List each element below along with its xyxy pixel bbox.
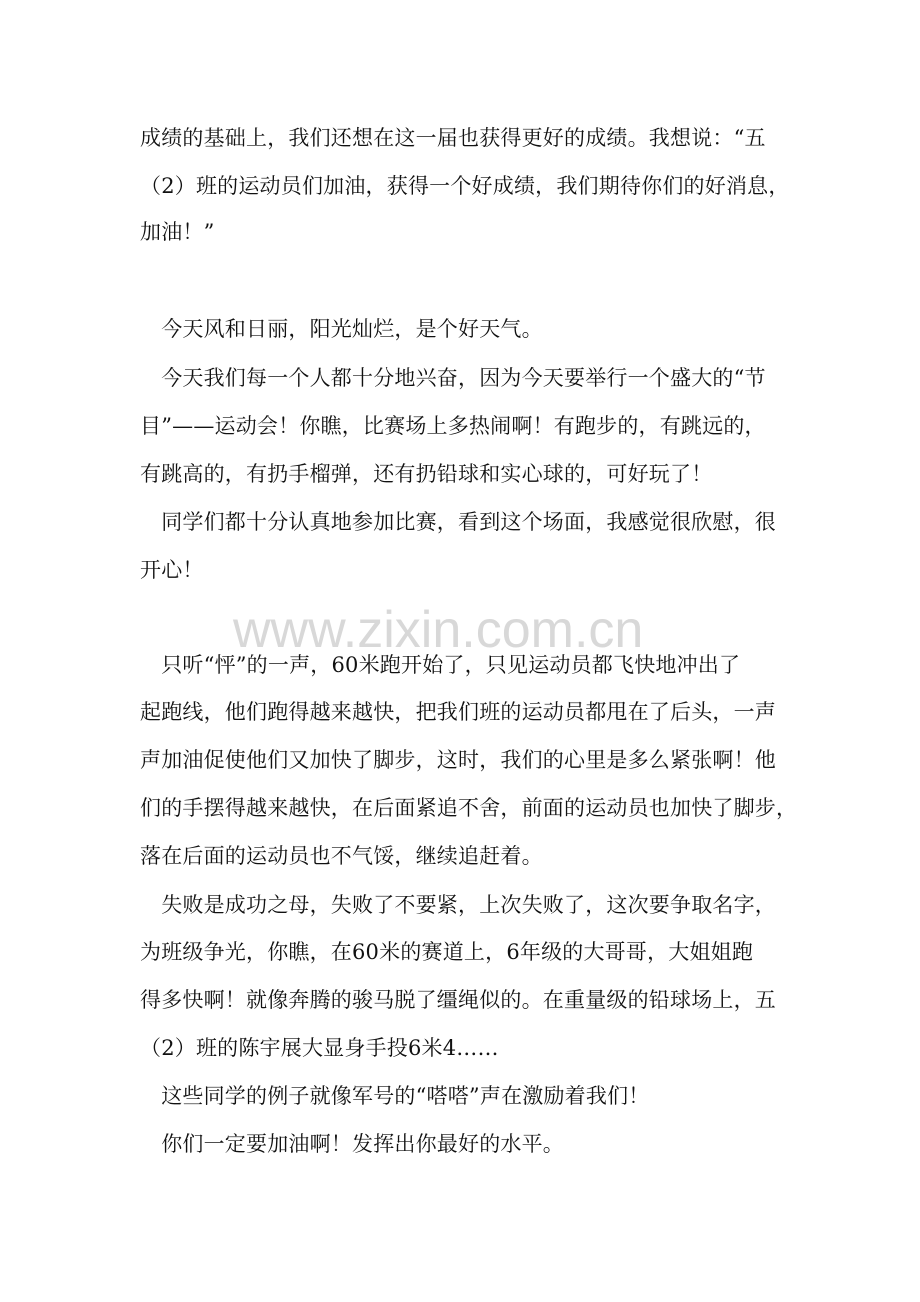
paragraph-5-line-3: 声加油促使他们又加快了脚步，这时，我们的心里是多么紧张啊！他 [140,748,776,772]
paragraph-1-line-3: 加油！” [140,220,215,244]
paragraph-5-line-1: 只听“怦”的一声，60米跑开始了，只见运动员都飞快地冲出了 [140,653,741,677]
paragraph-6-line-4: （2）班的陈宇展大显身手投6米4…… [140,1036,499,1060]
paragraph-6-line-1: 失败是成功之母，失败了不要紧，上次失败了，这次要争取名字， [140,893,776,917]
paragraph-3-line-3: 有跳高的，有扔手榴弹，还有扔铅球和实心球的，可好玩了！ [140,462,713,486]
paragraph-1-line-2: （2）班的运动员们加油，获得一个好成绩，我们期待你们的好消息， [140,174,790,198]
paragraph-5-line-2: 起跑线，他们跑得越来越快，把我们班的运动员都甩在了后头，一声 [140,700,776,724]
paragraph-6-line-2: 为班级争光，你瞧，在60米的赛道上，6年级的大哥哥，大姐姐跑 [140,940,754,964]
paragraph-7-line-1: 这些同学的例子就像军号的“嗒嗒”声在激励着我们！ [140,1084,650,1108]
paragraph-3-line-2: 目”——运动会！你瞧，比赛场上多热闹啊！有跑步的，有跳远的， [140,414,766,438]
paragraph-4-line-2: 开心！ [140,558,204,582]
paragraph-3-line-1: 今天我们每一个人都十分地兴奋，因为今天要举行一个盛大的“节 [140,366,766,390]
paragraph-5-line-4: 们的手摆得越来越快，在后面紧追不舍，前面的运动员也加快了脚步， [140,796,798,820]
paragraph-8-line-1: 你们一定要加油啊！发挥出你最好的水平。 [140,1132,564,1156]
paragraph-5-line-5: 落在后面的运动员也不气馁，继续追赶着。 [140,844,543,868]
paragraph-1-line-1: 成绩的基础上，我们还想在这一届也获得更好的成绩。我想说：“五 [140,126,766,150]
paragraph-2-line-1: 今天风和日丽，阳光灿烂，是个好天气。 [140,317,543,341]
paragraph-6-line-3: 得多快啊！就像奔腾的骏马脱了缰绳似的。在重量级的铅球场上，五 [140,988,776,1012]
paragraph-4-line-1: 同学们都十分认真地参加比赛，看到这个场面，我感觉很欣慰，很 [140,510,776,534]
watermark: www.zixin.com.cn [233,601,644,659]
